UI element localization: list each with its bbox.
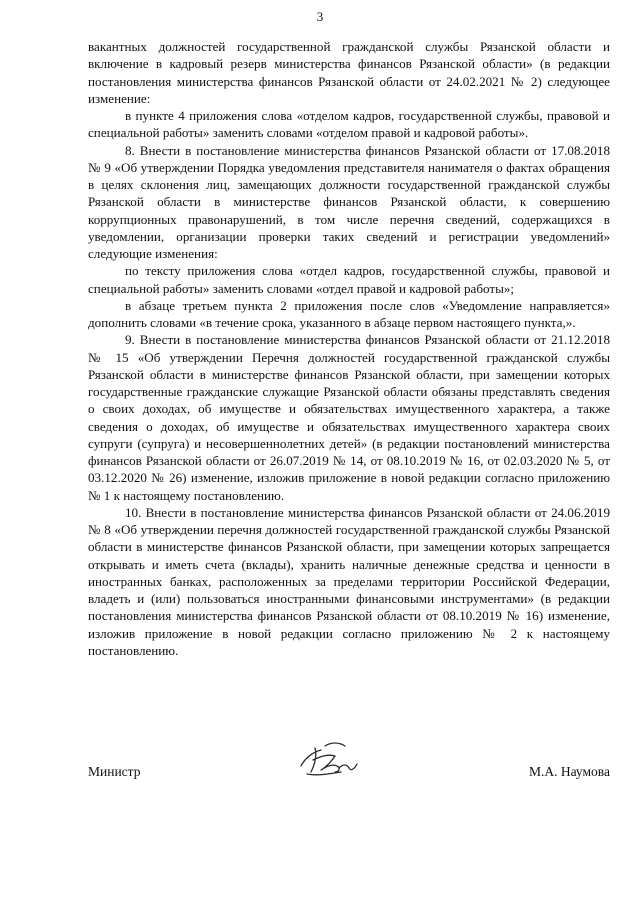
paragraph-item-10: 10. Внести в постановление министерства финансов Рязанской области от 24.06.2019 № 8 «Об утверждении перечня должностей государственной гражданской службы Рязанской области в министерстве финансов Рязанской области, при замещении которых запрещается открывать и иметь счета (вклады), хранить наличные денежные средства и ценности в иностранных банках, расположенных за пределами территории Российской Федерации, владеть и (или) пользоваться иностранными финансовыми инструментами» (в редакции постановления министерства финансов Рязанской области от 08.10.2019 № 16) изменение, изложив приложение в новой редакции согласно приложению № 2 к настоящему постановлению. bbox=[88, 504, 610, 658]
paragraph-item-9: 9. Внести в постановление министерства финансов Рязанской области от 21.12.2018 № 15 «Об утверждении Перечня должностей государственной гражданской службы Рязанской области в министерстве финансов Рязанской области, при замещении которых государственные гражданские служащие Рязанской области обязаны представлять сведения о своих доходах, об имуществе и обязательствах имущественного характера, а также сведения о доходах, об имуществе и обязательствах имущественного характера своих супруги (супруга) и несовершеннолетних детей» (в редакции постановлений министерства финансов Рязанской области от 26.07.2019 № 14, от 08.10.2019 № 16, от 02.03.2020 № 5, от 03.12.2020 № 26) изменение, изложив приложение в новой редакции согласно приложению № 1 к настоящему постановлению. bbox=[88, 332, 610, 503]
document-body bbox=[88, 38, 610, 659]
paragraph-item-8-change-1: по тексту приложения слова «отдел кадров, государственной службы, правовой и специальной работы» заменить словами «отдел правой и кадровой работы»; bbox=[88, 263, 610, 296]
handwritten-signature bbox=[295, 738, 365, 782]
paragraph-item-8: 8. Внести в постановление министерства финансов Рязанской области от 17.08.2018 № 9 «Об утверждении Порядка уведомления представителя нанимателя о фактах обращения в целях склонения лиц, замещающих должности государственной гражданской службы Рязанской области в министерстве финансов Рязанской области, к совершению коррупционных правонарушений, в том числе перечня сведений, содержащихся в уведомлении, организации проверки таких сведений и регистрации уведомлений» следующие изменения: bbox=[88, 142, 610, 261]
paragraph-item-8-change-2: в абзаце третьем пункта 2 приложения после слов «Уведомление направляется» дополнить словами «в течение срока, указанного в абзаце первом настоящего пункта,». bbox=[88, 297, 610, 330]
signer-title: Министр bbox=[88, 764, 141, 779]
page-number: 3 bbox=[316, 9, 324, 24]
paragraph-continuation: вакантных должностей государственной гражданской службы Рязанской области и включение в кадровый резерв министерства финансов Рязанской области» (в редакции постановления министерства финансов Рязанской области от 24.02.2021 № 2) следующее изменение: bbox=[88, 39, 610, 106]
paragraph-item-7-change: в пункте 4 приложения слова «отделом кадров, государственной службы, правовой и специальной работы» заменить словами «отделом правой и кадровой работы». bbox=[88, 108, 610, 141]
signature-block bbox=[88, 760, 610, 790]
signer-name: М.А. Наумова bbox=[529, 764, 610, 779]
